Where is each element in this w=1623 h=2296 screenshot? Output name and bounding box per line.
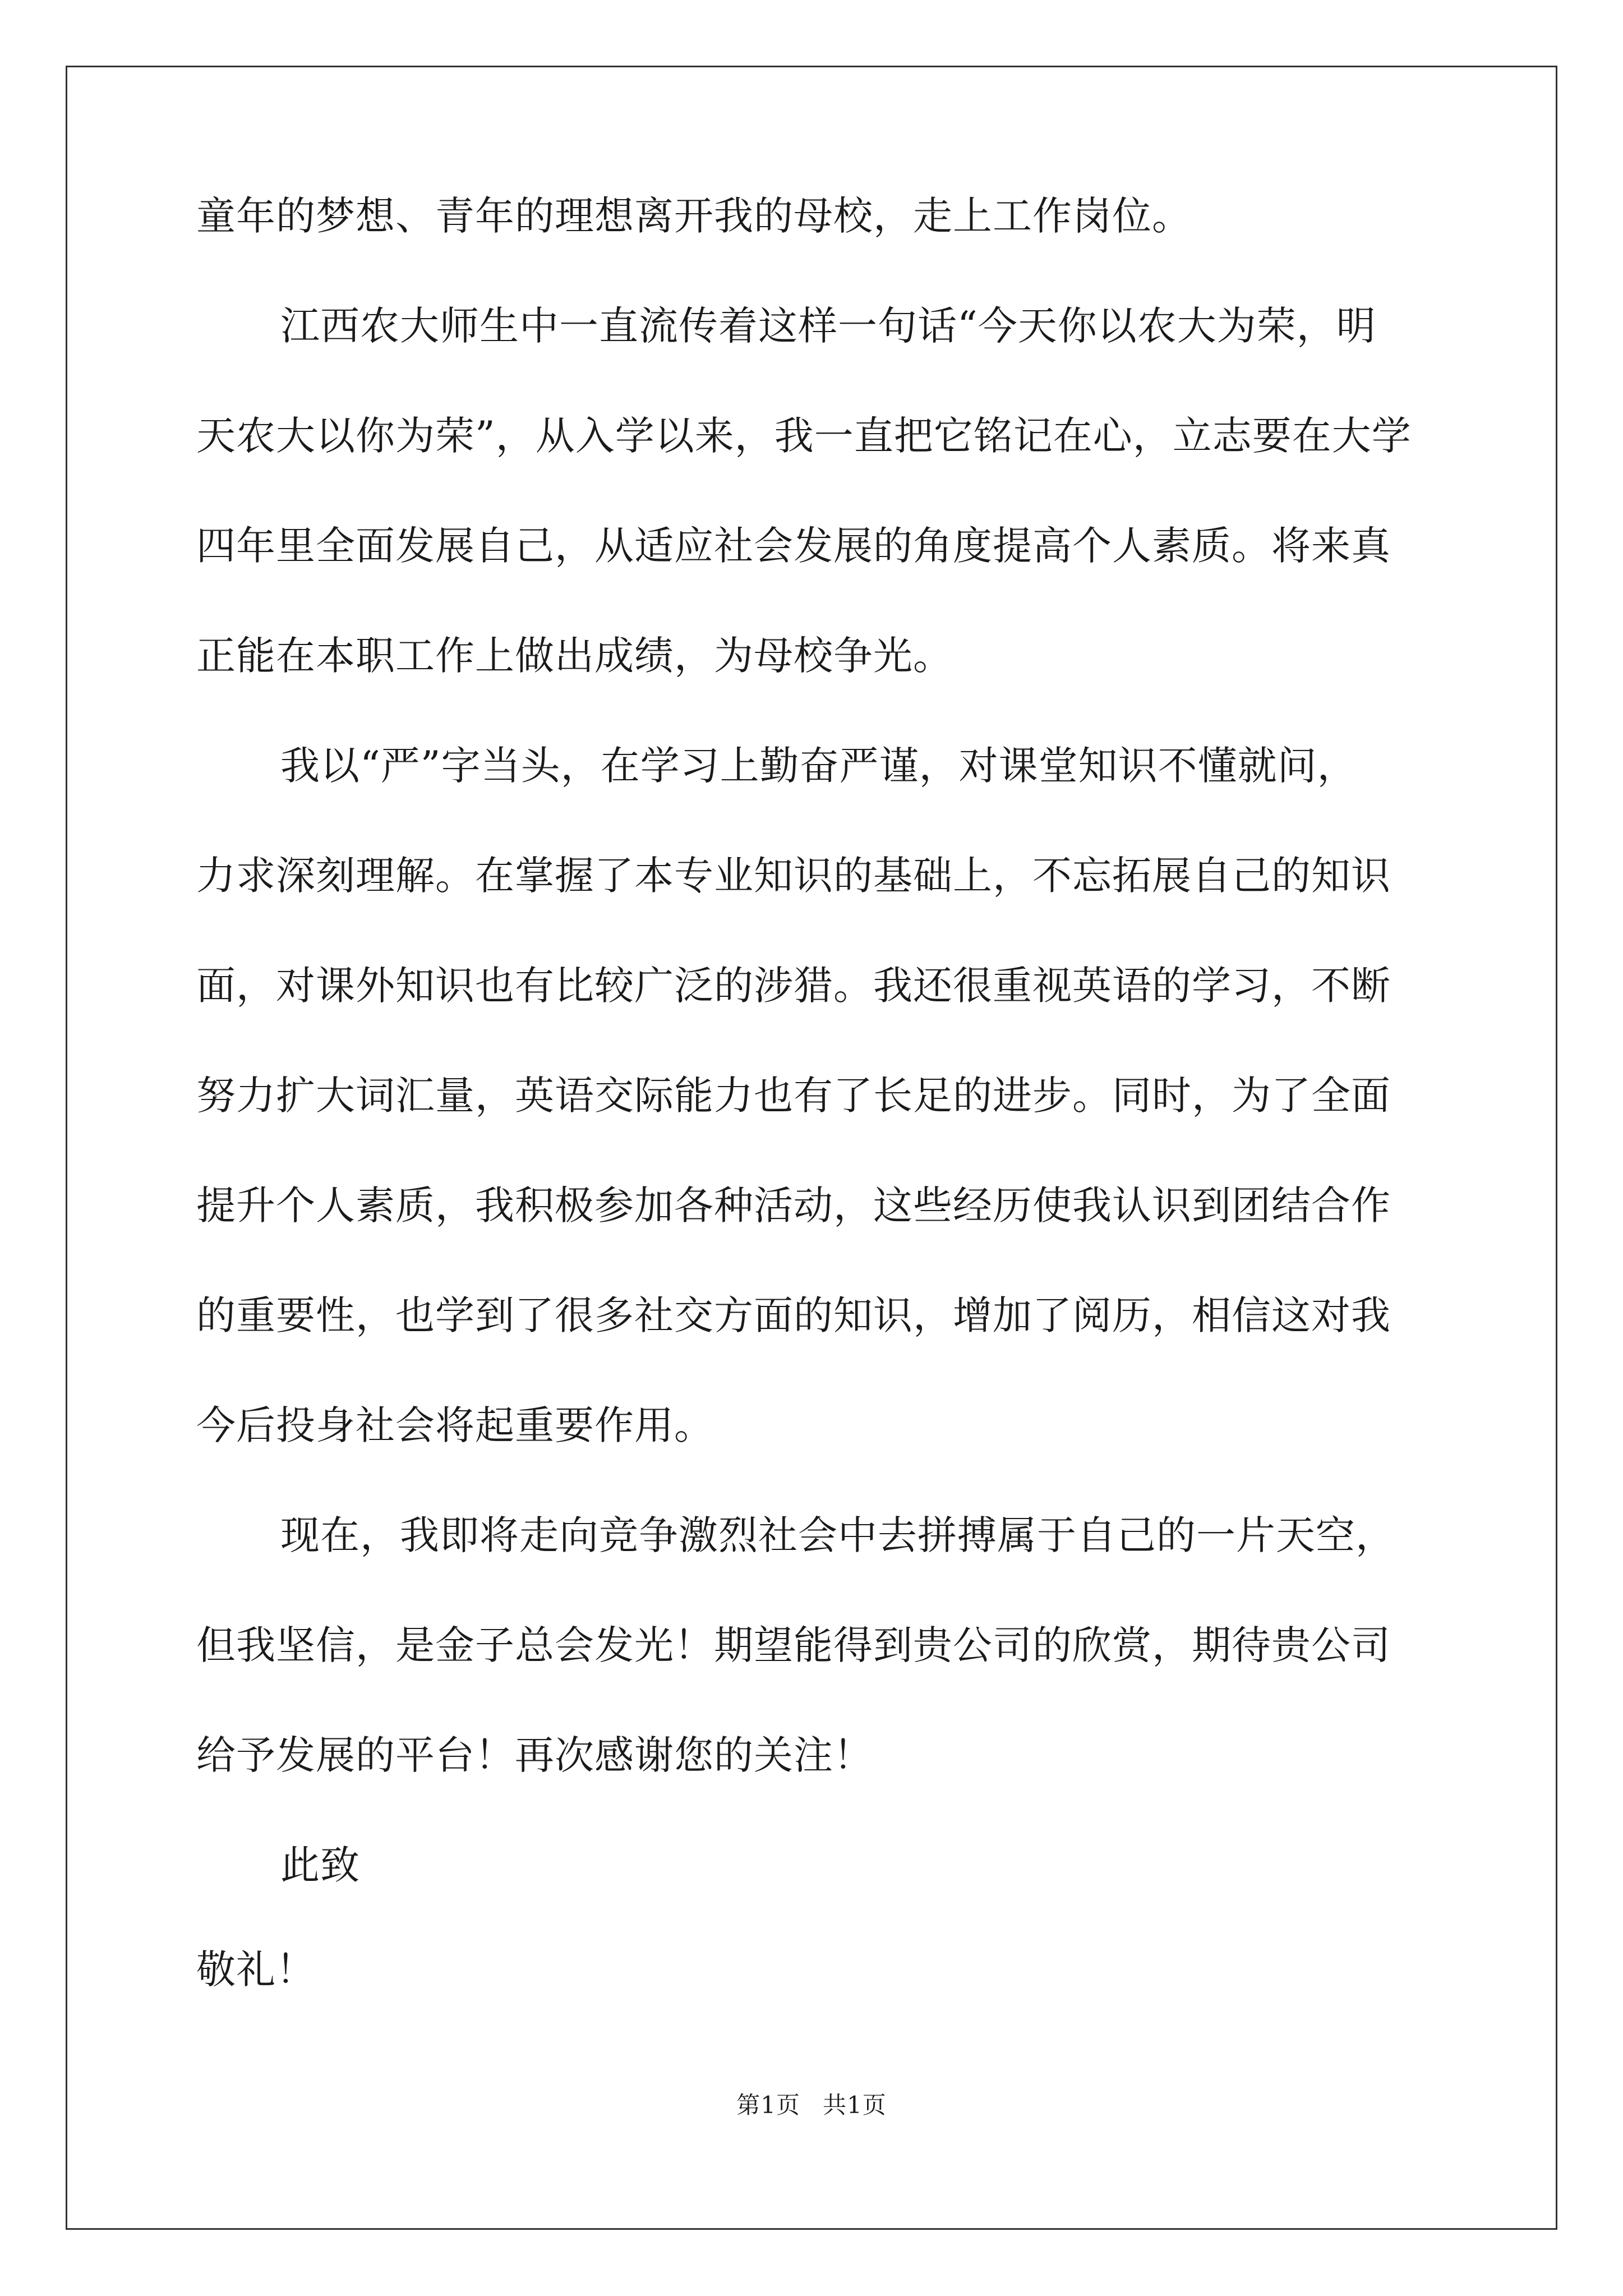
page-number-total: 共1页	[823, 2091, 887, 2119]
body-line: 的重要性，也学到了很多社交方面的知识，增加了阅历，相信这对我	[196, 1292, 1391, 1338]
body-line: 力求深刻理解。在掌握了本专业知识的基础上，不忘拓展自己的知识	[196, 853, 1391, 899]
body-line: 四年里全面发展自己，从适应社会发展的角度提高个人素质。将来真	[196, 523, 1391, 569]
paragraph-start-line: 我以“严”字当头，在学习上勤奋严谨，对课堂知识不懂就问，	[280, 743, 1357, 789]
body-line: 给予发展的平台！再次感谢您的关注！	[196, 1732, 873, 1778]
page-number-current: 第1页	[736, 2091, 800, 2119]
body-line: 天农大以你为荣”，从入学以来，我一直把它铭记在心，立志要在大学	[196, 413, 1412, 459]
paragraph-start-line: 现在，我即将走向竞争激烈社会中去拼搏属于自己的一片天空，	[280, 1512, 1395, 1558]
body-line: 童年的梦想、青年的理想离开我的母校，走上工作岗位。	[196, 193, 1192, 239]
closing-regards: 敬礼！	[196, 1947, 316, 1993]
paragraph-start-line: 江西农大师生中一直流传着这样一句话“今天你以农大为荣，明	[280, 303, 1376, 349]
document-body	[196, 188, 1424, 2051]
body-line: 正能在本职工作上做出成绩，为母校争光。	[196, 633, 953, 679]
body-line: 面，对课外知识也有比较广泛的涉猎。我还很重视英语的学习，不断	[196, 963, 1391, 1009]
closing-salutation: 此致	[280, 1842, 360, 1888]
body-line: 但我坚信，是金子总会发光！期望能得到贵公司的欣赏，期待贵公司	[196, 1622, 1391, 1668]
body-line: 提升个人素质，我积极参加各种活动，这些经历使我认识到团结合作	[196, 1182, 1391, 1228]
body-line: 今后投身社会将起重要作用。	[196, 1402, 714, 1448]
page-footer	[0, 2087, 1623, 2120]
body-line: 努力扩大词汇量，英语交际能力也有了长足的进步。同时，为了全面	[196, 1073, 1391, 1119]
